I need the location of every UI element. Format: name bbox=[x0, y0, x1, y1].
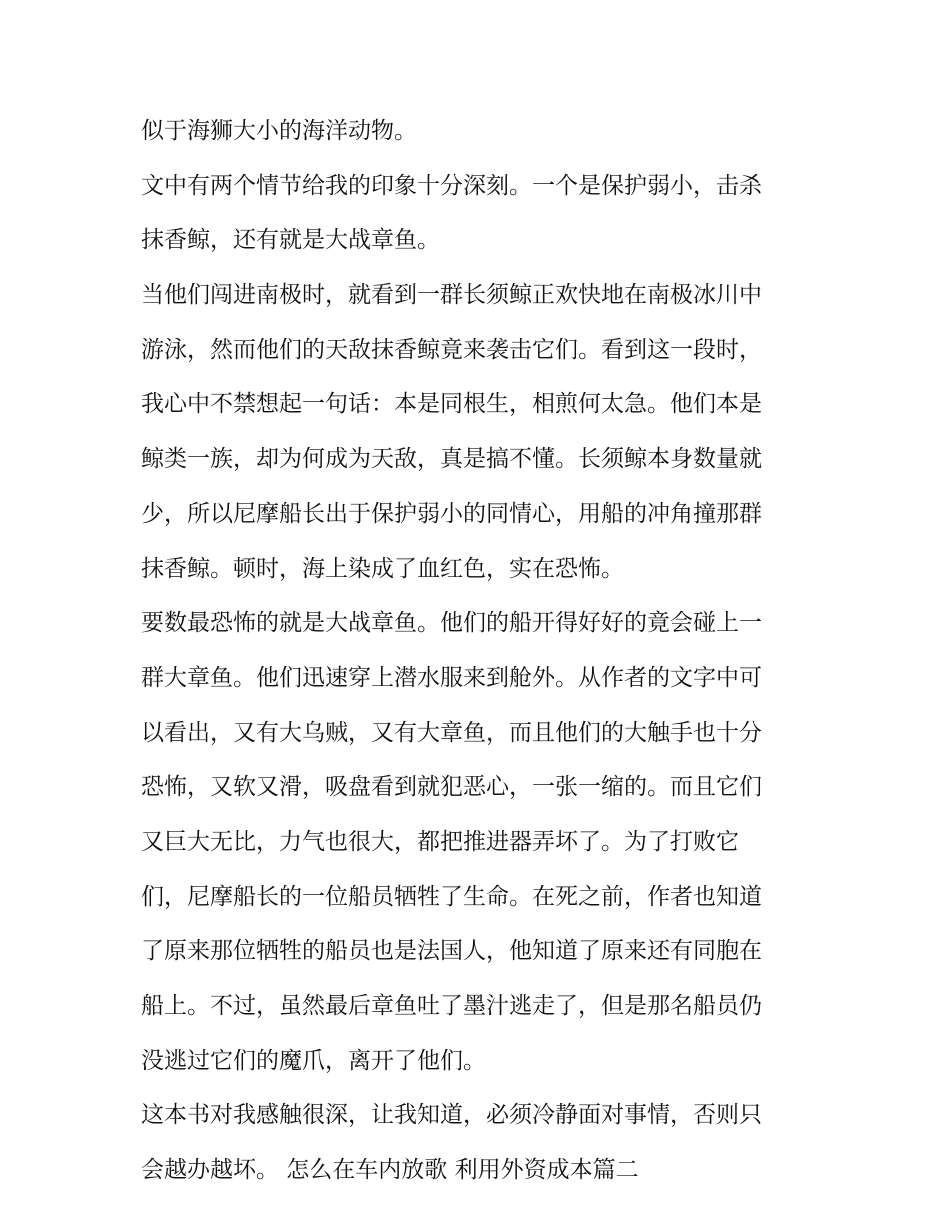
text-line: 文中有两个情节给我的印象十分深刻。一个是保护弱小，击杀 bbox=[141, 172, 762, 199]
text-line: 会越办越坏。 怎么在车内放歌 利用外资成本篇二 bbox=[141, 1157, 639, 1184]
text-line: 似于海狮大小的海洋动物。 bbox=[141, 118, 417, 144]
text-line: 这本书对我感触很深，让我知道，必须冷静面对事情，否则只 bbox=[141, 1102, 762, 1129]
text-line: 以看出，又有大乌贼，又有大章鱼，而且他们的大触手也十分 bbox=[141, 719, 762, 746]
text-line: 少，所以尼摩船长出于保护弱小的同情心，用船的冲角撞那群 bbox=[141, 500, 762, 527]
text-line: 们，尼摩船长的一位船员牺牲了生命。在死之前，作者也知道 bbox=[141, 883, 762, 910]
text-line: 恐怖，又软又滑，吸盘看到就犯恶心，一张一缩的。而且它们 bbox=[141, 774, 762, 801]
text-line: 抹香鲸。顿时，海上染成了血红色，实在恐怖。 bbox=[141, 555, 624, 582]
text-line: 了原来那位牺牲的船员也是法国人，他知道了原来还有同胞在 bbox=[141, 938, 762, 965]
text-line: 游泳，然而他们的天敌抹香鲸竟来袭击它们。看到这一段时， bbox=[141, 336, 762, 363]
text-line: 当他们闯进南极时，就看到一群长须鲸正欢快地在南极冰川中 bbox=[141, 282, 762, 309]
text-line: 船上。不过，虽然最后章鱼吐了墨汁逃走了，但是那名船员仍 bbox=[141, 993, 762, 1019]
text-line: 群大章鱼。他们迅速穿上潜水服来到舱外。从作者的文字中可 bbox=[141, 664, 762, 691]
text-line: 又巨大无比，力气也很大，都把推进器弄坏了。为了打败它 bbox=[141, 828, 739, 855]
document-body bbox=[141, 104, 821, 1198]
text-line: 抹香鲸，还有就是大战章鱼。 bbox=[141, 227, 440, 254]
text-line: 鲸类一族，却为何成为天敌，真是搞不懂。长须鲸本身数量就 bbox=[141, 446, 762, 473]
text-line: 要数最恐怖的就是大战章鱼。他们的船开得好好的竟会碰上一 bbox=[141, 610, 762, 637]
text-line: 没逃过它们的魔爪，离开了他们。 bbox=[141, 1047, 486, 1074]
text-line: 我心中不禁想起一句话：本是同根生，相煎何太急。他们本是 bbox=[141, 391, 762, 418]
